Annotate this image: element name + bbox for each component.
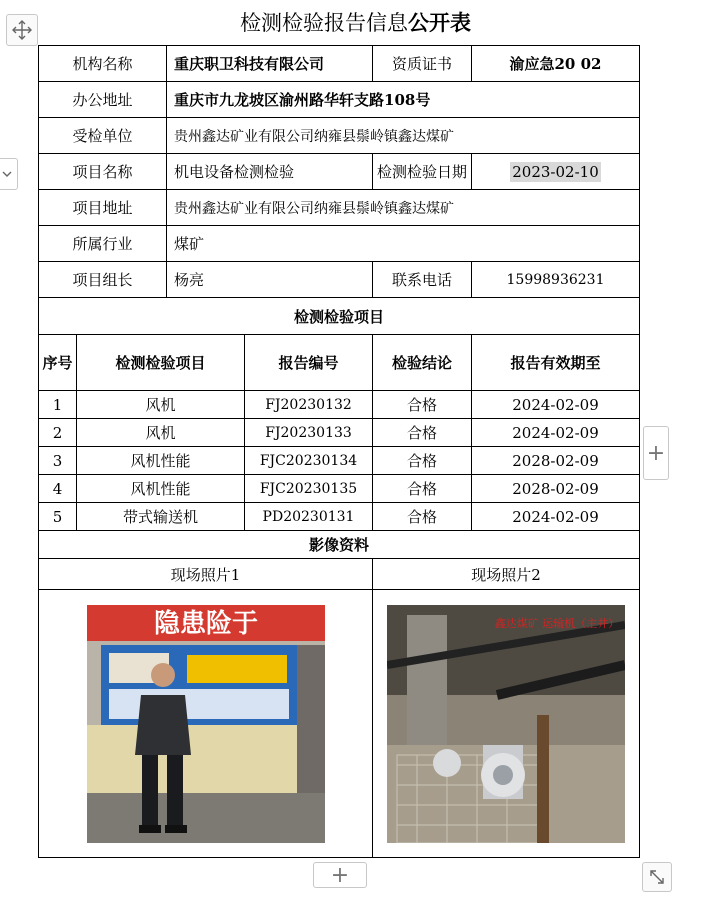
address-row bbox=[39, 82, 640, 118]
row-report-no: FJC20230134 bbox=[245, 447, 373, 475]
plus-icon: + bbox=[330, 862, 350, 888]
photo2-cell bbox=[373, 590, 640, 858]
photo1-banner-text: 隐患险于 bbox=[153, 608, 258, 639]
unit-label: 受检单位 bbox=[39, 118, 167, 154]
leader-value: 杨亮 bbox=[167, 262, 373, 298]
address-label: 办公地址 bbox=[39, 82, 167, 118]
site-value: 贵州鑫达矿业有限公司纳雍县鬃岭镇鑫达煤矿 bbox=[167, 190, 640, 226]
chevron-down-icon bbox=[1, 168, 13, 180]
row-index: 5 bbox=[39, 503, 77, 531]
phone-label: 联系电话 bbox=[373, 262, 472, 298]
site-label: 项目地址 bbox=[39, 190, 167, 226]
add-column-button[interactable] bbox=[643, 426, 669, 480]
row-conclusion: 合格 bbox=[373, 475, 472, 503]
row-conclusion: 合格 bbox=[373, 503, 472, 531]
row-valid-until: 2024-02-09 bbox=[472, 391, 640, 419]
row-conclusion: 合格 bbox=[373, 419, 472, 447]
table-row bbox=[39, 419, 640, 447]
row-conclusion: 合格 bbox=[373, 391, 472, 419]
photo-row bbox=[39, 590, 640, 858]
row-report-no: FJ20230132 bbox=[245, 391, 373, 419]
items-section-title: 检测检验项目 bbox=[39, 298, 640, 335]
row-index: 3 bbox=[39, 447, 77, 475]
row-menu-toggle[interactable] bbox=[0, 158, 18, 190]
cert-label: 资质证书 bbox=[373, 46, 472, 82]
row-report-no: FJC20230135 bbox=[245, 475, 373, 503]
date-cell bbox=[472, 154, 640, 190]
col-header-valid-until: 报告有效期至 bbox=[472, 335, 640, 391]
project-row bbox=[39, 154, 640, 190]
row-item: 风机性能 bbox=[77, 475, 245, 503]
move-icon bbox=[11, 19, 33, 41]
row-report-no: FJ20230133 bbox=[245, 419, 373, 447]
date-value: 2023-02-10 bbox=[512, 162, 599, 181]
plus-icon: + bbox=[646, 440, 666, 466]
photo2-label: 现场照片2 bbox=[373, 559, 640, 590]
row-report-no: PD20230131 bbox=[245, 503, 373, 531]
add-row-button[interactable] bbox=[313, 862, 367, 888]
row-index: 1 bbox=[39, 391, 77, 419]
industry-label: 所属行业 bbox=[39, 226, 167, 262]
table-row bbox=[39, 503, 640, 531]
site-photo-2 bbox=[387, 605, 625, 843]
col-header-index: 序号 bbox=[39, 335, 77, 391]
col-header-conclusion: 检验结论 bbox=[373, 335, 472, 391]
table-row bbox=[39, 475, 640, 503]
org-value: 重庆职卫科技有限公司 bbox=[167, 46, 373, 82]
leader-label: 项目组长 bbox=[39, 262, 167, 298]
row-item: 风机 bbox=[77, 391, 245, 419]
col-header-item: 检测检验项目 bbox=[77, 335, 245, 391]
report-table bbox=[38, 45, 640, 858]
row-item: 风机 bbox=[77, 419, 245, 447]
leader-row bbox=[39, 262, 640, 298]
site-row bbox=[39, 190, 640, 226]
items-section-row bbox=[39, 298, 640, 335]
row-index: 4 bbox=[39, 475, 77, 503]
row-index: 2 bbox=[39, 419, 77, 447]
resize-diagonal-icon bbox=[647, 867, 667, 887]
cert-value: 渝应急20 02 bbox=[472, 46, 640, 82]
row-item: 带式输送机 bbox=[77, 503, 245, 531]
org-row bbox=[39, 46, 640, 82]
row-valid-until: 2028-02-09 bbox=[472, 447, 640, 475]
images-section-title: 影像资料 bbox=[39, 531, 640, 559]
address-value: 重庆市九龙坡区渝州路华轩支路108号 bbox=[167, 82, 640, 118]
site-photo-1 bbox=[87, 605, 325, 843]
date-label: 检测检验日期 bbox=[373, 154, 472, 190]
photo1-label: 现场照片1 bbox=[39, 559, 373, 590]
table-move-handle[interactable] bbox=[6, 14, 38, 46]
org-label: 机构名称 bbox=[39, 46, 167, 82]
project-label: 项目名称 bbox=[39, 154, 167, 190]
row-conclusion: 合格 bbox=[373, 447, 472, 475]
photo-label-row bbox=[39, 559, 640, 590]
table-row bbox=[39, 447, 640, 475]
items-header-row bbox=[39, 335, 640, 391]
row-valid-until: 2028-02-09 bbox=[472, 475, 640, 503]
row-valid-until: 2024-02-09 bbox=[472, 503, 640, 531]
images-section-row bbox=[39, 531, 640, 559]
col-header-report-no: 报告编号 bbox=[245, 335, 373, 391]
photo1-cell bbox=[39, 590, 373, 858]
page-title: 检测检验报告信息公开表 bbox=[240, 10, 471, 35]
photo2-sign-text: 鑫达煤矿 运输机（主井） bbox=[494, 616, 620, 630]
unit-row bbox=[39, 118, 640, 154]
row-item: 风机性能 bbox=[77, 447, 245, 475]
industry-value: 煤矿 bbox=[167, 226, 640, 262]
unit-value: 贵州鑫达矿业有限公司纳雍县鬃岭镇鑫达煤矿 bbox=[167, 118, 640, 154]
row-valid-until: 2024-02-09 bbox=[472, 419, 640, 447]
industry-row bbox=[39, 226, 640, 262]
project-value: 机电设备检测检验 bbox=[167, 154, 373, 190]
phone-value: 15998936231 bbox=[472, 262, 640, 298]
table-row bbox=[39, 391, 640, 419]
table-resize-handle[interactable] bbox=[642, 862, 672, 892]
